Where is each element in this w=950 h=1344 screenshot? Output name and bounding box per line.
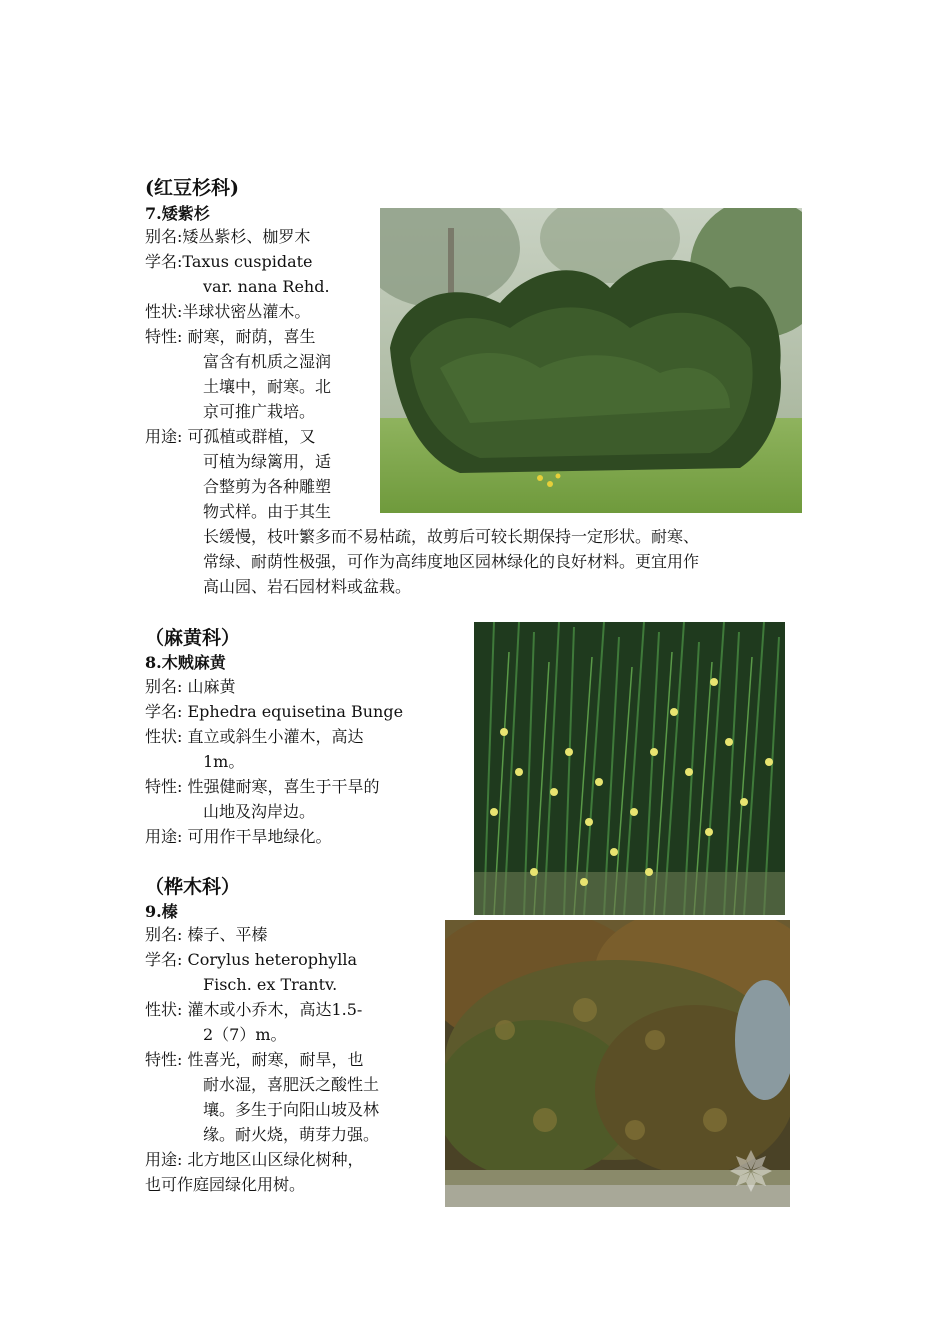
text-line: 壤。多生于向阳山坡及林	[203, 1100, 380, 1119]
text-line: 土壤中，耐寒。北	[203, 377, 332, 396]
text-line: 性状: 灌木或小乔木，高达1.5-	[145, 1000, 363, 1019]
text-line: 学名: Ephedra equisetina Bunge	[145, 702, 404, 721]
species-heading-dwarf-yew: 7.矮紫杉	[145, 204, 210, 223]
text-line: 特性: 耐寒，耐荫，喜生	[145, 327, 316, 346]
text-line: 用途: 北方地区山区绿化树种，	[145, 1150, 364, 1169]
text-line: 也可作庭园绿化用树。	[145, 1175, 306, 1194]
text-line: 高山园、岩石园材料或盆栽。	[203, 577, 412, 596]
text-line: 学名: Corylus heterophylla	[145, 950, 358, 969]
text-line: 山地及沟岸边。	[203, 802, 316, 821]
text-line: 学名:Taxus cuspidate	[145, 252, 313, 271]
text-line: 别名:矮丛紫杉、枷罗木	[145, 227, 311, 246]
text-line: 京可推广栽培。	[203, 402, 316, 421]
text-line: 别名: 榛子、平榛	[145, 925, 268, 944]
text-line: 性状:半球状密丛灌木。	[145, 302, 311, 321]
species-heading-hazel: 9.榛	[145, 902, 178, 921]
text-line: 用途: 可孤植或群植，又	[145, 427, 316, 446]
text-line: 长缓慢，枝叶繁多而不易枯疏，故剪后可较长期保持一定形状。耐寒、	[203, 527, 700, 546]
text-line: 特性: 性强健耐寒，喜生于干旱的	[145, 777, 380, 796]
ephedra-photo	[474, 622, 785, 915]
text-line: 耐水湿，喜肥沃之酸性土	[203, 1075, 380, 1094]
text-line: 物式样。由于其生	[203, 502, 332, 521]
text-line: 可植为绿篱用，适	[203, 452, 332, 471]
family-heading-taxaceae: (红豆杉科)	[145, 177, 239, 199]
watermark-logo-icon	[728, 1148, 774, 1194]
text-line: 别名: 山麻黄	[145, 677, 236, 696]
text-line: 富含有机质之湿润	[203, 352, 332, 371]
text-line: 常绿、耐荫性极强，可作为高纬度地区园林绿化的良好材料。更宜用作	[203, 552, 700, 571]
text-line: Fisch. ex Trantv.	[203, 975, 338, 994]
text-line: 用途: 可用作干旱地绿化。	[145, 827, 332, 846]
text-line: 合整剪为各种雕塑	[203, 477, 332, 496]
family-heading-betulaceae: （桦木科）	[145, 876, 241, 898]
text-line: 2（7）m。	[203, 1025, 287, 1044]
dwarf-yew-photo	[380, 208, 802, 513]
text-line: 缘。耐火烧，萌芽力强。	[203, 1125, 380, 1144]
text-line: 1m。	[203, 752, 245, 771]
text-line: 性状: 直立或斜生小灌木，高达	[145, 727, 364, 746]
family-heading-ephedraceae: （麻黄科）	[145, 627, 241, 649]
text-line: 特性: 性喜光，耐寒，耐旱，也	[145, 1050, 364, 1069]
text-line: var. nana Rehd.	[203, 277, 330, 296]
species-heading-ephedra: 8.木贼麻黄	[145, 653, 226, 672]
